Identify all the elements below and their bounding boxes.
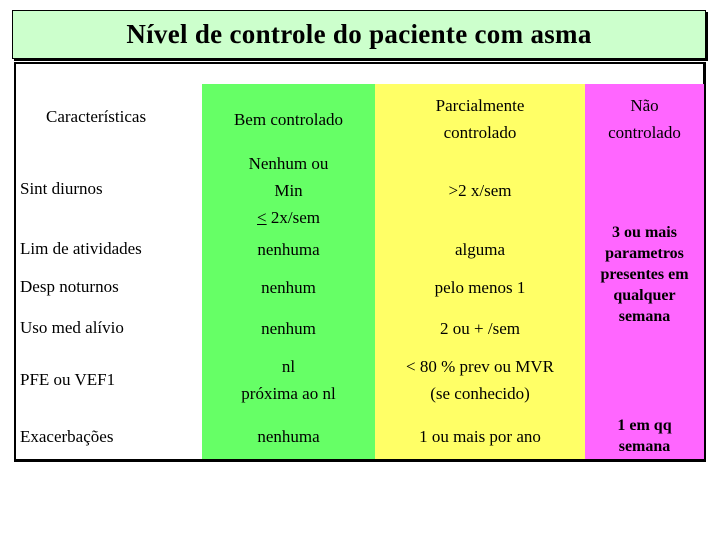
exacerbacoes-yellow: 1 ou mais por ano <box>419 426 541 446</box>
sint-diurnos-symbol: < <box>257 207 267 227</box>
exacerbacoes-well-controlled <box>202 421 375 451</box>
header-partially-controlled <box>375 92 585 146</box>
row-label-uso-med-alivio: Uso med alívio <box>20 318 124 337</box>
row-label-sint-diurnos: Sint diurnos <box>20 179 103 198</box>
exacerbacoes-green: nenhuma <box>257 426 320 446</box>
not-controlled-line2: parametros <box>605 244 684 262</box>
uso-med-alivio-yellow: 2 ou + /sem <box>440 318 520 338</box>
header-partially-line1: Parcialmente <box>435 96 525 115</box>
desp-noturnos-partially <box>375 272 585 302</box>
row-label-lim-atividades: Lim de atividades <box>20 239 142 258</box>
sint-diurnos-green-line2: Min <box>274 180 303 200</box>
pfe-vef1-green-line2: próxima ao nl <box>241 384 336 403</box>
header-not-line1: Não <box>630 96 659 115</box>
row-label-exacerbacoes: Exacerbações <box>20 427 114 446</box>
not-controlled-line3: presentes em <box>600 265 689 283</box>
lim-atividades-well-controlled <box>202 234 375 264</box>
pfe-vef1-yellow-line1: < 80 % prev ou MVR <box>406 357 554 376</box>
header-characteristics: Características <box>46 107 147 126</box>
sint-diurnos-value: 2x/sem <box>266 207 320 227</box>
sint-diurnos-green-line1: Nenhum ou <box>248 153 329 173</box>
pfe-vef1-green-line1: nl <box>281 357 296 376</box>
sint-diurnos-well-controlled <box>202 148 375 232</box>
not-controlled-exac-line1: 1 em qq <box>617 417 672 434</box>
lim-atividades-green: nenhuma <box>257 239 320 259</box>
sint-diurnos-partially <box>375 148 585 232</box>
uso-med-alivio-well-controlled <box>202 313 375 343</box>
not-controlled-line4: qualquer <box>613 286 676 304</box>
not-controlled-exacerbation <box>585 414 704 458</box>
asthma-control-table <box>14 62 706 462</box>
pfe-vef1-partially <box>375 350 585 410</box>
uso-med-alivio-partially <box>375 313 585 343</box>
desp-noturnos-well-controlled <box>202 272 375 302</box>
header-not-controlled <box>585 92 704 146</box>
desp-noturnos-yellow: pelo menos 1 <box>434 277 526 297</box>
uso-med-alivio-green: nenhum <box>261 318 316 338</box>
pfe-vef1-well-controlled <box>202 350 375 410</box>
not-controlled-exac-line2: semana <box>618 438 671 455</box>
sint-diurnos-green-line3 <box>257 204 320 231</box>
pfe-vef1-yellow-line2: (se conhecido) <box>430 384 530 403</box>
desp-noturnos-green: nenhum <box>261 277 316 297</box>
slide-title: Nível de controle do paciente com asma <box>12 10 706 59</box>
not-controlled-line5: semana <box>618 307 671 325</box>
row-label-pfe-vef1: PFE ou VEF1 <box>20 370 116 389</box>
header-well-controlled-text: Bem controlado <box>233 109 344 129</box>
not-controlled-criteria <box>585 214 704 334</box>
exacerbacoes-partially <box>375 421 585 451</box>
sint-diurnos-yellow: >2 x/sem <box>448 180 512 200</box>
lim-atividades-partially <box>375 234 585 264</box>
lim-atividades-yellow: alguma <box>454 239 506 259</box>
row-label-desp-noturnos: Desp noturnos <box>20 277 119 296</box>
not-controlled-line1: 3 ou mais <box>612 223 677 241</box>
header-well-controlled <box>202 92 375 146</box>
header-not-line2: controlado <box>608 123 681 142</box>
header-partially-line2: controlado <box>443 123 517 142</box>
